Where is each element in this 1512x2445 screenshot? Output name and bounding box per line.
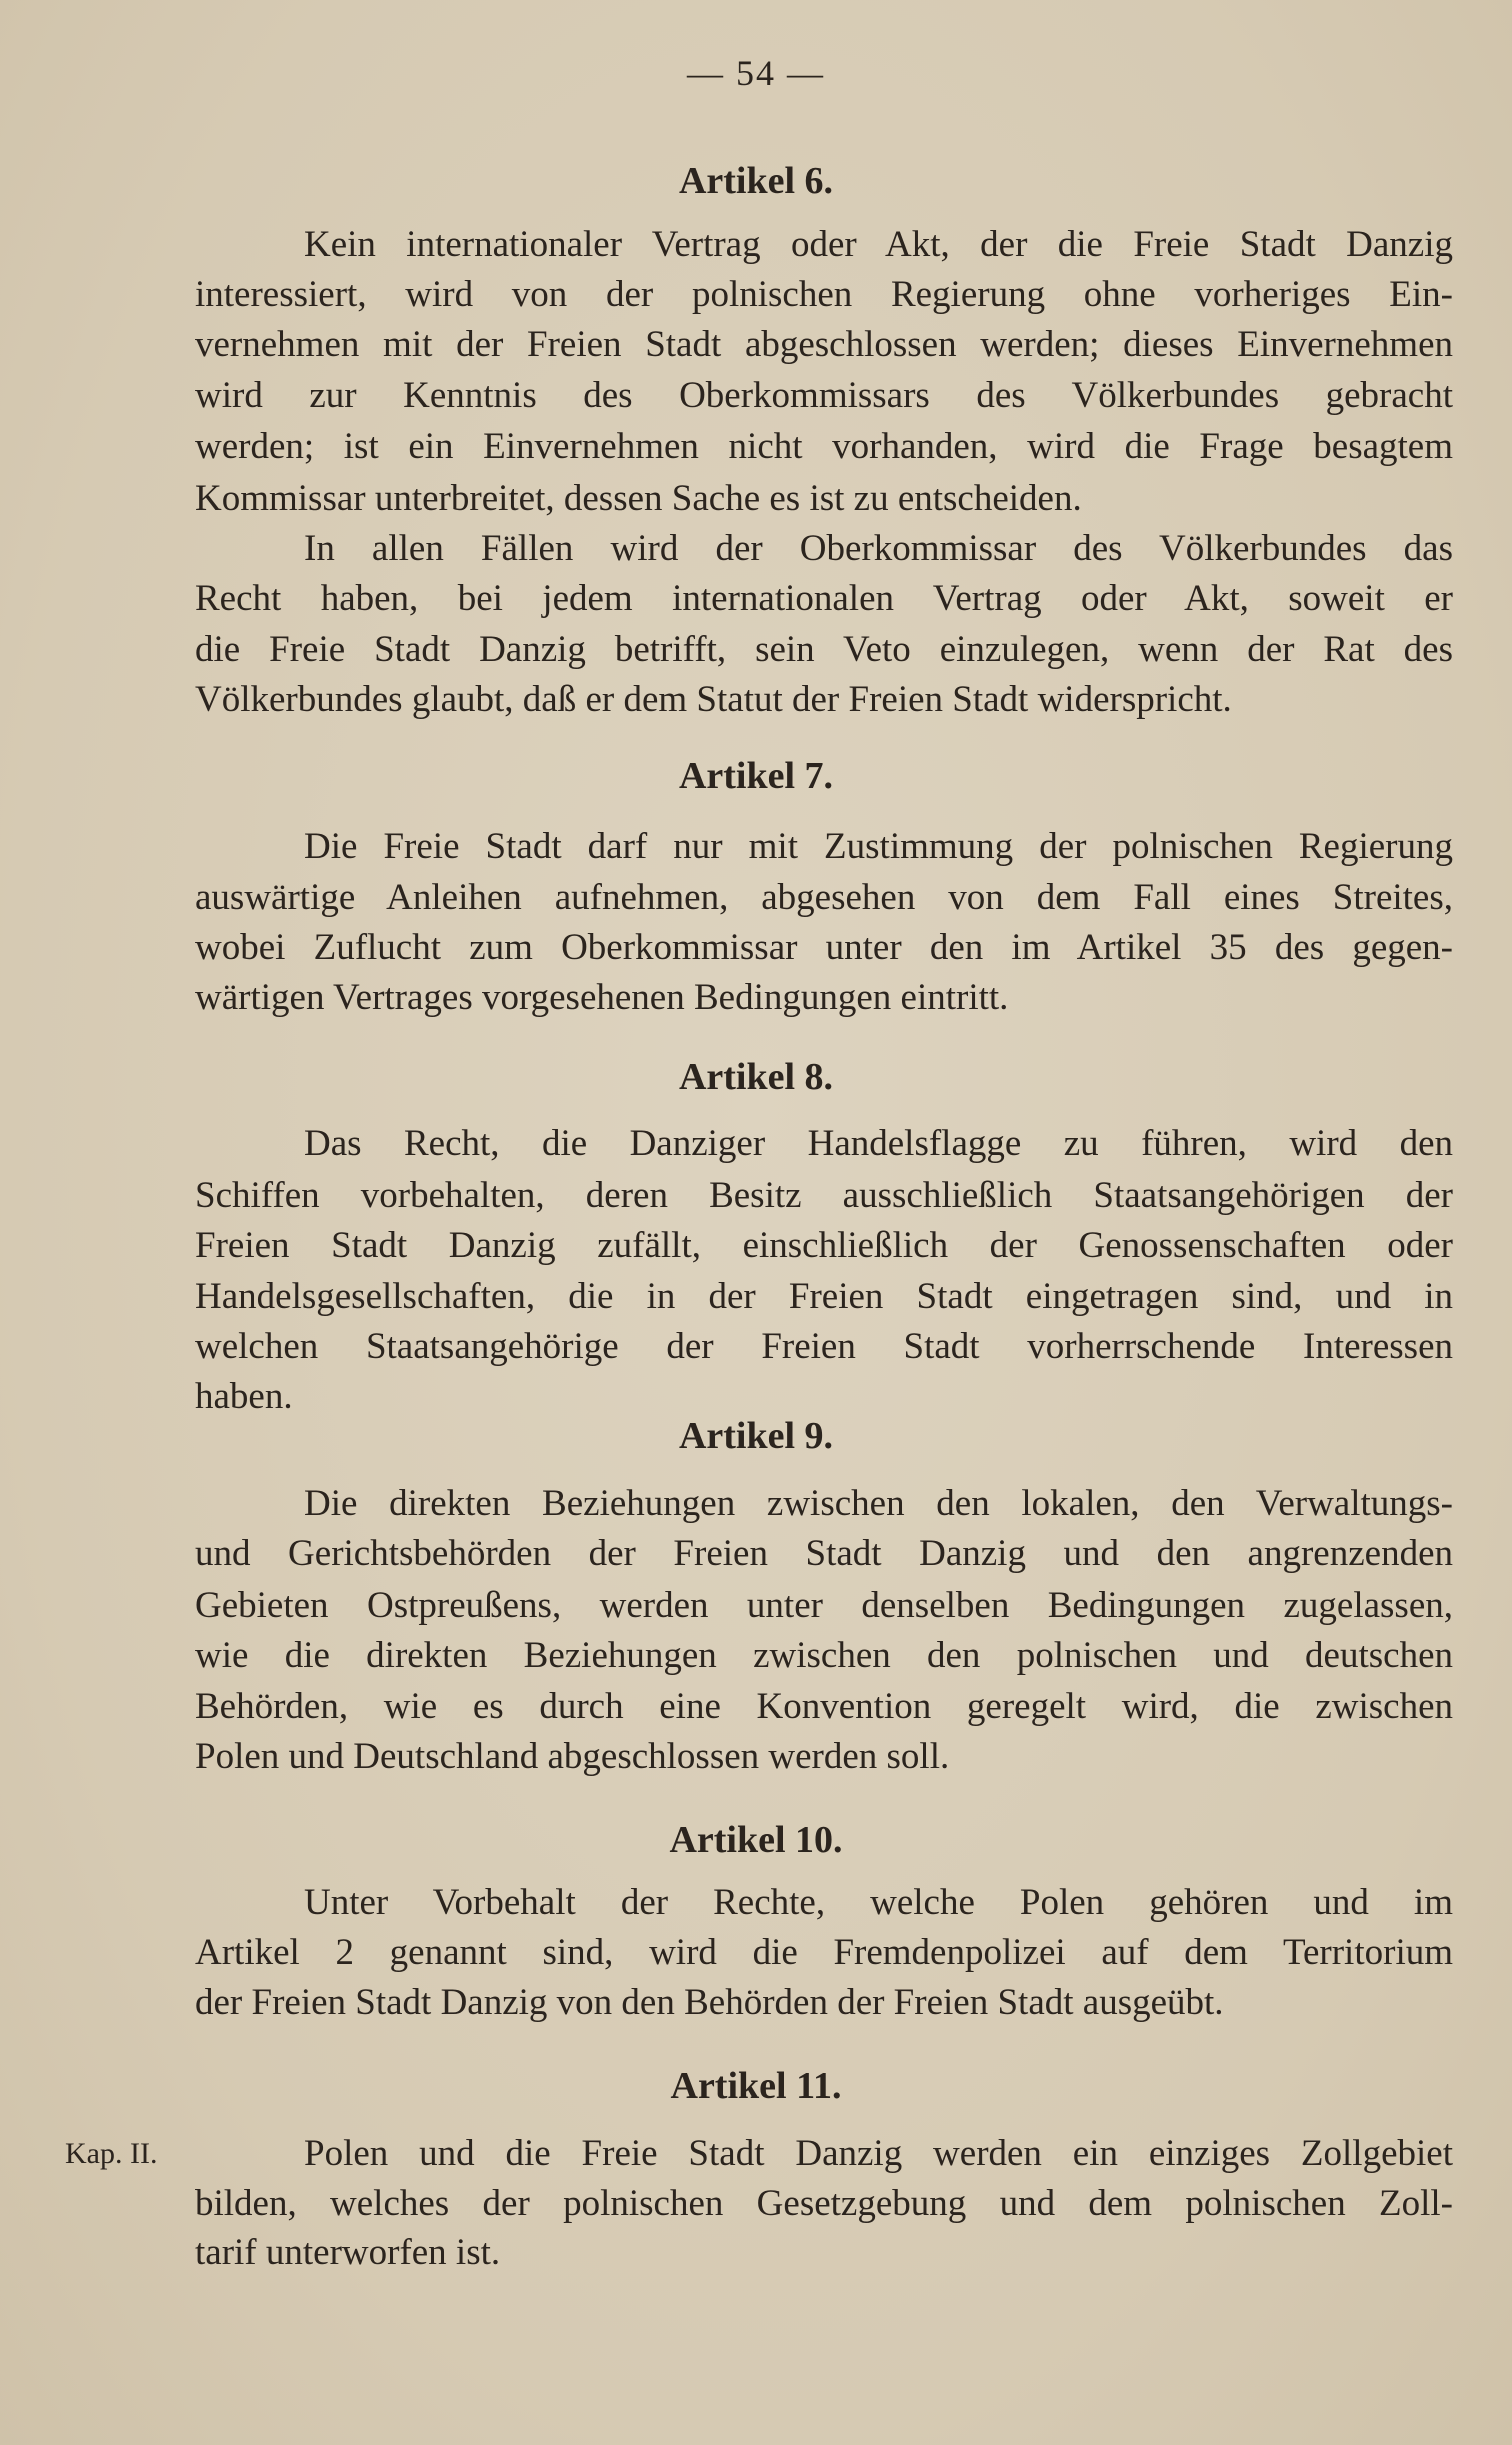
text-line: und Gerichtsbehörden der Freien Stadt Danzig und den angrenzenden xyxy=(195,1533,1453,1574)
text-line: bilden, welches der polnischen Gesetzgebung und dem polnischen Zoll- xyxy=(195,2183,1453,2224)
text-line: Freien Stadt Danzig zufällt, einschließlich der Genossenschaften oder xyxy=(195,1225,1453,1266)
text-line: Völkerbundes glaubt, daß er dem Statut der Freien Stadt widerspricht. xyxy=(195,679,1232,720)
text-line: wärtigen Vertrages vorgesehenen Bedingungen eintritt. xyxy=(195,977,1009,1018)
text-line: haben. xyxy=(195,1376,293,1417)
text-line: Polen und die Freie Stadt Danzig werden ein einziges Zollgebiet xyxy=(304,2133,1453,2174)
text-line: Die Freie Stadt darf nur mit Zustimmung der polnischen Regierung xyxy=(304,826,1453,867)
text-line: Gebieten Ostpreußens, werden unter denselben Bedingungen zugelassen, xyxy=(195,1585,1453,1626)
text-line: Behörden, wie es durch eine Konvention geregelt wird, die zwischen xyxy=(195,1686,1453,1727)
article-heading: Artikel 6. xyxy=(678,160,834,202)
text-line: die Freie Stadt Danzig betrifft, sein Veto einzulegen, wenn der Rat des xyxy=(195,629,1453,670)
text-line: wobei Zuflucht zum Oberkommissar unter den im Artikel 35 des gegen- xyxy=(195,927,1453,968)
page-number: — 54 — xyxy=(687,53,825,93)
text-line: Polen und Deutschland abgeschlossen werden soll. xyxy=(195,1736,950,1777)
article-heading: Artikel 9. xyxy=(678,1415,834,1457)
text-line: werden; ist ein Einvernehmen nicht vorhanden, wird die Frage besagtem xyxy=(195,426,1453,467)
text-line: vernehmen mit der Freien Stadt abgeschlossen werden; dieses Einvernehmen xyxy=(195,324,1453,365)
margin-note: Kap. II. xyxy=(65,2137,158,2170)
text-line: interessiert, wird von der polnischen Regierung ohne vorheriges Ein- xyxy=(195,274,1453,315)
text-line: Handelsgesellschaften, die in der Freien Stadt eingetragen sind, und in xyxy=(195,1276,1453,1317)
text-line: Schiffen vorbehalten, deren Besitz ausschließlich Staatsangehörigen der xyxy=(195,1175,1453,1216)
text-line: In allen Fällen wird der Oberkommissar des Völkerbundes das xyxy=(304,528,1453,569)
text-line: der Freien Stadt Danzig von den Behörden der Freien Stadt ausgeübt. xyxy=(195,1982,1224,2023)
text-line: wie die direkten Beziehungen zwischen den polnischen und deutschen xyxy=(195,1635,1453,1676)
text-line: Die direkten Beziehungen zwischen den lokalen, den Verwaltungs- xyxy=(304,1483,1453,1524)
text-line: Kein internationaler Vertrag oder Akt, der die Freie Stadt Danzig xyxy=(304,224,1453,265)
text-line: Artikel 2 genannt sind, wird die Fremdenpolizei auf dem Territorium xyxy=(195,1932,1453,1973)
text-line: auswärtige Anleihen aufnehmen, abgesehen von dem Fall eines Streites, xyxy=(195,877,1453,918)
text-line: welchen Staatsangehörige der Freien Stadt vorherrschende Interessen xyxy=(195,1326,1453,1367)
article-heading: Artikel 8. xyxy=(678,1056,834,1098)
text-line: wird zur Kenntnis des Oberkommissars des Völkerbundes gebracht xyxy=(195,375,1453,416)
text-line: Unter Vorbehalt der Rechte, welche Polen gehören und im xyxy=(304,1882,1453,1923)
text-line: Kommissar unterbreitet, dessen Sache es ist zu entscheiden. xyxy=(195,478,1082,519)
text-line: Recht haben, bei jedem internationalen Vertrag oder Akt, soweit er xyxy=(195,578,1453,619)
text-line: tarif unterworfen ist. xyxy=(195,2232,501,2273)
article-heading: Artikel 10. xyxy=(669,1819,843,1861)
article-heading: Artikel 11. xyxy=(670,2065,842,2107)
text-line: Das Recht, die Danziger Handelsflagge zu führen, wird den xyxy=(304,1123,1453,1164)
article-heading: Artikel 7. xyxy=(678,755,834,797)
